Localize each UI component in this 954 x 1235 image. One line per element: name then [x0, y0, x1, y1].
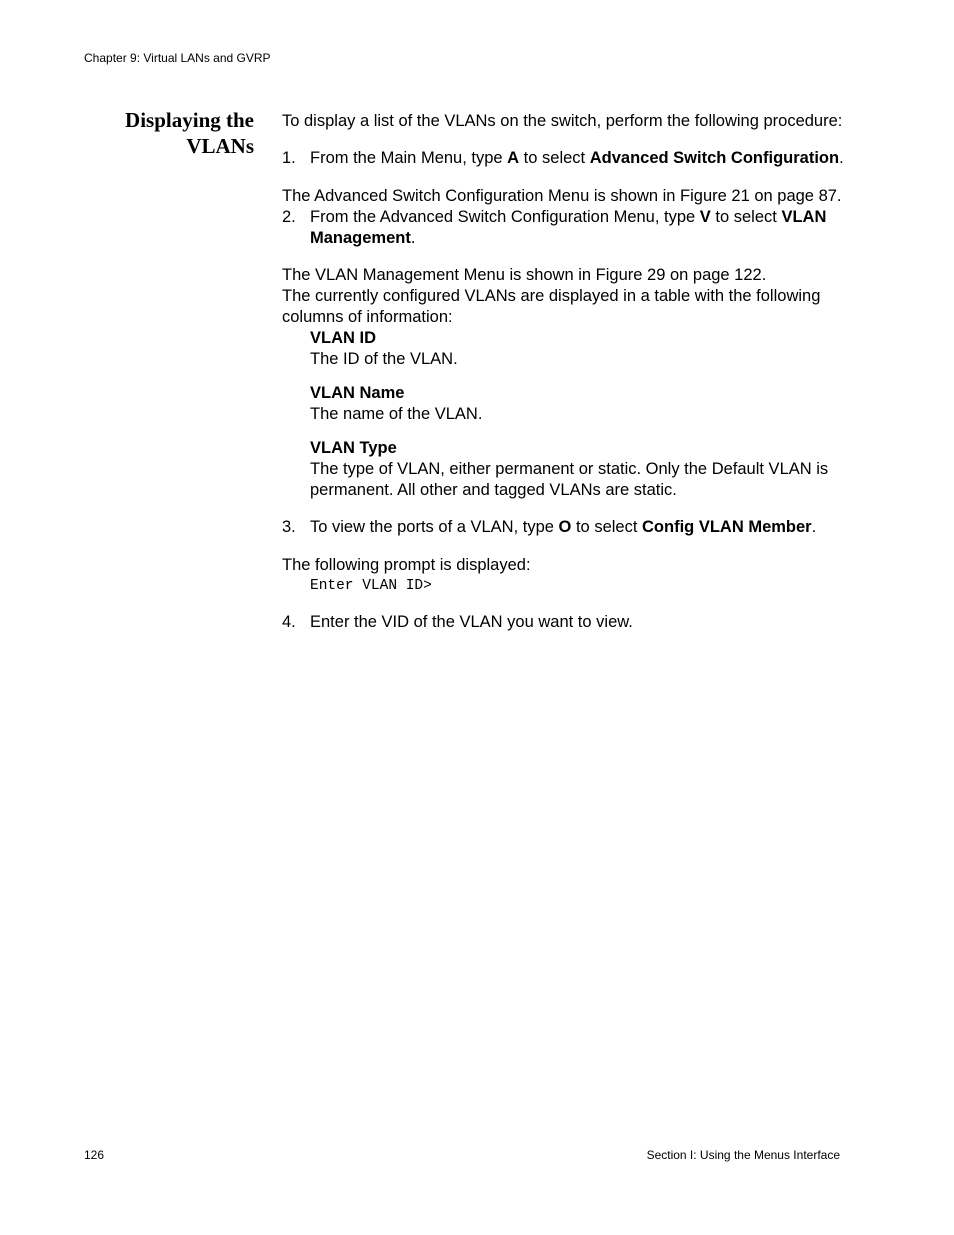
key-letter: A: [507, 149, 520, 167]
running-footer-section: Section I: Using the Menus Interface: [646, 1148, 840, 1162]
running-header: Chapter 9: Virtual LANs and GVRP: [84, 51, 271, 65]
step-4: [282, 612, 847, 633]
body-column: [282, 111, 847, 633]
section-title: [100, 107, 254, 159]
step-number: 1.: [282, 149, 296, 167]
definition-vlan-type: [310, 438, 847, 501]
step-text: To view the ports of a VLAN, type O to select Config VLAN Member.: [310, 518, 817, 536]
step-3: [282, 517, 847, 538]
term-name: VLAN Type: [310, 439, 397, 457]
menu-target: VLAN Management: [310, 208, 827, 247]
step-1-note: The Advanced Switch Configuration Menu is shown in Figure 21 on page 87.: [282, 187, 842, 205]
term-description: The ID of the VLAN.: [310, 350, 458, 368]
menu-target: Config VLAN Member: [642, 518, 812, 536]
menu-target: Advanced Switch Configuration: [589, 149, 840, 167]
key-letter: O: [558, 518, 572, 536]
term-name: VLAN ID: [310, 329, 376, 347]
term-description: The type of VLAN, either permanent or static. Only the Default VLAN is permanent. All other and tagged VLANs are static.: [310, 460, 829, 499]
section-title-line2: VLANs: [186, 134, 254, 158]
step-2-note: The VLAN Management Menu is shown in Figure 29 on page 122.: [282, 266, 767, 284]
step-2: [282, 207, 847, 249]
step-number: 2.: [282, 208, 296, 226]
definition-vlan-id: [310, 328, 847, 370]
step-number: 3.: [282, 518, 296, 536]
step-text: From the Main Menu, type A to select Advanced Switch Configuration.: [310, 149, 844, 167]
term-name: VLAN Name: [310, 384, 405, 402]
term-description: The name of the VLAN.: [310, 405, 483, 423]
key-letter: V: [699, 208, 711, 226]
step-1: [282, 148, 847, 169]
step-3-note: The following prompt is displayed:: [282, 556, 531, 574]
step-2-note-columns: The currently configured VLANs are displayed in a table with the following columns of information:: [282, 287, 821, 326]
page-number: 126: [84, 1148, 105, 1162]
step-text: From the Advanced Switch Configuration Menu, type V to select VLAN Management.: [310, 208, 827, 247]
definition-vlan-name: [310, 383, 847, 425]
step-text: Enter the VID of the VLAN you want to view.: [310, 613, 633, 631]
section-title-line1: Displaying the: [125, 108, 254, 132]
prompt-code: Enter VLAN ID>: [310, 578, 432, 594]
intro-paragraph: To display a list of the VLANs on the switch, perform the following procedure:: [282, 112, 843, 130]
step-number: 4.: [282, 613, 296, 631]
